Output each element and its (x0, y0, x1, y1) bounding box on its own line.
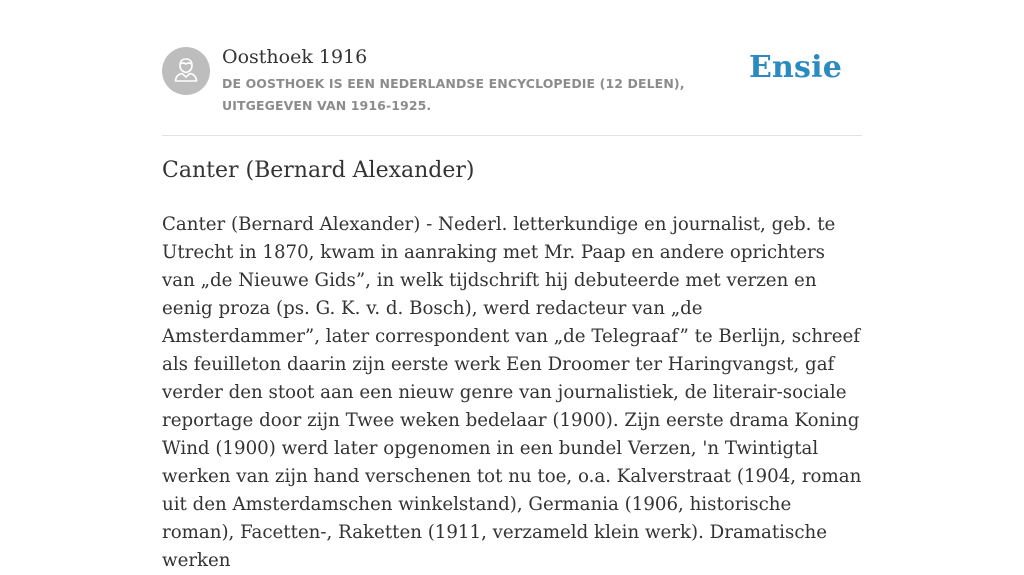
content-container (162, 0, 862, 571)
source-description: DE OOSTHOEK IS EEN NEDERLANDSE ENCYCLOPEDIE (12 DELEN), UITGEGEVEN VAN 1916-1925. (222, 76, 685, 113)
article-body: Canter (Bernard Alexander) - Nederl. letterkundige en journalist, geb. te Utrecht in 1870, kwam in aanraking met Mr. Paap en andere oprichters van „de Nieuwe Gids”, in welk tijdschrift hij debuteerde met verzen en eenig proza (ps. G. K. v. d. Bosch), werd redacteur van „de Amsterdammer”, later correspondent van „de Telegraaf” te Berlijn, schreef als feuilleton daarin zijn eerste werk Een Droomer ter Haringvangst, gaf verder den stoot aan een nieuw genre van journalistiek, de literair-sociale reportage door zijn Twee weken bedelaar (1900). Zijn eerste drama Koning Wind (1900) werd later opgenomen in een bundel Verzen, 'n Twintigtal werken van zijn hand verschenen tot nu toe, o.a. Kalverstraat (1904, roman uit den Amsterdamschen winkelstand), Germania (1906, historische roman), Facetten-, Raketten (1911, verzameld klein werk). Dramatische werken (162, 214, 862, 571)
article-title: Canter (Bernard Alexander) (162, 158, 475, 183)
user-icon (171, 54, 201, 89)
source-header (162, 0, 862, 136)
source-title[interactable]: Oosthoek 1916 (222, 46, 368, 68)
ensie-logo[interactable]: Ensie (748, 50, 842, 85)
source-avatar[interactable] (162, 47, 210, 95)
